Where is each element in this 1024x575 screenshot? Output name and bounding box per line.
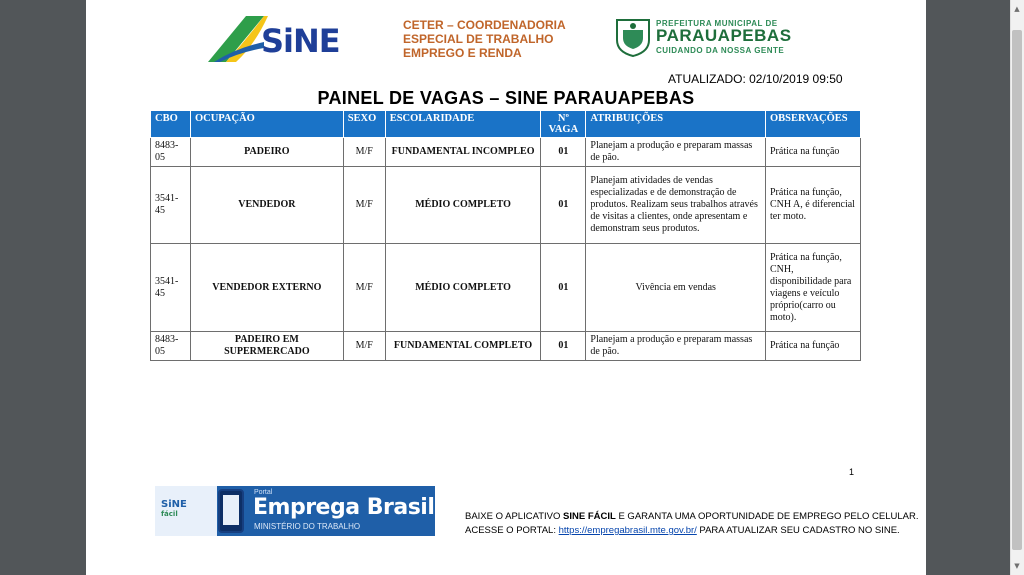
cell-ocupacao: PADEIRO EM SUPERMERCADO [190, 332, 343, 361]
vacancy-table [150, 110, 861, 361]
header-cbo: CBO [151, 111, 191, 138]
cell-sexo: M/F [343, 332, 385, 361]
cell-atribuicoes: Vivência em vendas [586, 244, 766, 332]
prefeitura-line2: PARAUAPEBAS [656, 26, 792, 45]
cell-sexo: M/F [343, 244, 385, 332]
cell-observacoes: Prática na função [765, 138, 860, 167]
cell-vaga: 01 [541, 138, 586, 167]
vertical-scrollbar[interactable] [1010, 0, 1024, 575]
sinefacil-sub: fácil [161, 510, 178, 518]
header-sexo: SEXO [343, 111, 385, 138]
emprega-brasil-banner [155, 486, 435, 536]
cell-cbo: 3541-45 [151, 244, 191, 332]
footer-instructions [465, 510, 918, 538]
phone-icon [218, 489, 244, 533]
table-row [151, 332, 861, 361]
cell-sexo: M/F [343, 167, 385, 244]
sinefacil-logo-text [161, 500, 187, 519]
table-row [151, 138, 861, 167]
cell-ocupacao: VENDEDOR [190, 167, 343, 244]
ceter-block [403, 18, 583, 60]
cell-cbo: 3541-45 [151, 167, 191, 244]
table-row [151, 244, 861, 332]
portal-link[interactable]: https://empregabrasil.mte.gov.br/ [558, 525, 697, 536]
table-header-row [151, 111, 861, 138]
cell-cbo: 8483-05 [151, 332, 191, 361]
cell-atribuicoes: Planejam atividades de vendas especializadas e de demonstração de produtos. Realizam seus trabalhos através de visitas a clientes, onde apresentam e demonstram seus produtos. [586, 167, 766, 244]
cell-sexo: M/F [343, 138, 385, 167]
footer-line-1 [465, 510, 918, 524]
footer-line1-after: E GARANTA UMA OPORTUNIDADE DE EMPREGO PELO CELULAR. [615, 511, 919, 522]
updated-timestamp: ATUALIZADO: 02/10/2019 09:50 [668, 72, 843, 86]
cell-vaga: 01 [541, 332, 586, 361]
cell-observacoes: Prática na função, CNH A, é diferencial ter moto. [765, 167, 860, 244]
footer-line2-before: ACESSE O PORTAL: [465, 525, 559, 536]
header-atribuicoes: ATRIBUIÇÕES [586, 111, 766, 138]
scrollbar-thumb[interactable] [1012, 30, 1022, 550]
footer-line-2 [465, 524, 918, 538]
cell-escolaridade: FUNDAMENTAL COMPLETO [385, 332, 541, 361]
prefeitura-line1: PREFEITURA MUNICIPAL DE [656, 19, 778, 28]
footer-line2-after: PARA ATUALIZAR SEU CADASTRO NO SINE. [696, 525, 900, 536]
cell-atribuicoes: Planejam a produção e preparam massas de pão. [586, 138, 766, 167]
page-title: PAINEL DE VAGAS – SINE PARAUAPEBAS [317, 88, 695, 108]
portal-label: Portal [254, 489, 273, 496]
cell-observacoes: Prática na função [765, 332, 860, 361]
document-page [86, 0, 926, 575]
sine-logo-text: SiNE [261, 22, 340, 60]
cell-vaga: 01 [541, 244, 586, 332]
header-vaga-line1: Nº [557, 113, 569, 124]
scroll-up-icon[interactable]: ▲ [1014, 5, 1020, 13]
prefeitura-line3: CUIDANDO DA NOSSA GENTE [656, 46, 785, 55]
emprega-brasil-text: Emprega Brasil [253, 495, 435, 520]
table-row [151, 167, 861, 244]
page-number: 1 [849, 467, 855, 477]
cell-atribuicoes: Planejam a produção e preparam massas de pão. [586, 332, 766, 361]
sinefacil-logo [155, 486, 217, 536]
cell-observacoes: Prática na função, CNH, disponibilidade para viagens e veículo próprio(carro ou moto). [765, 244, 860, 332]
sinefacil-app-name: SINE FÁCIL [563, 511, 616, 522]
cell-escolaridade: FUNDAMENTAL INCOMPLEO [385, 138, 541, 167]
header-vaga [541, 111, 586, 138]
header-observacoes: OBSERVAÇÕES [765, 111, 860, 138]
footer-line1-before: BAIXE O APLICATIVO [465, 511, 564, 522]
cell-ocupacao: VENDEDOR EXTERNO [190, 244, 343, 332]
ceter-line: EMPREGO E RENDA [403, 46, 522, 60]
cell-ocupacao: PADEIRO [190, 138, 343, 167]
cell-cbo: 8483-05 [151, 138, 191, 167]
scroll-down-icon[interactable]: ▼ [1014, 562, 1020, 570]
cell-vaga: 01 [541, 167, 586, 244]
cell-escolaridade: MÉDIO COMPLETO [385, 244, 541, 332]
sinefacil-title: SiNE [161, 499, 187, 510]
header-escolaridade: ESCOLARIDADE [385, 111, 541, 138]
header-ocupacao: OCUPAÇÃO [190, 111, 343, 138]
ceter-line: CETER – COORDENADORIA [403, 18, 566, 32]
ministerio-text: MINISTÉRIO DO TRABALHO [254, 522, 361, 531]
header-vaga-line2: VAGA [548, 124, 579, 135]
ceter-line: ESPECIAL DE TRABALHO [403, 32, 554, 46]
cell-escolaridade: MÉDIO COMPLETO [385, 167, 541, 244]
